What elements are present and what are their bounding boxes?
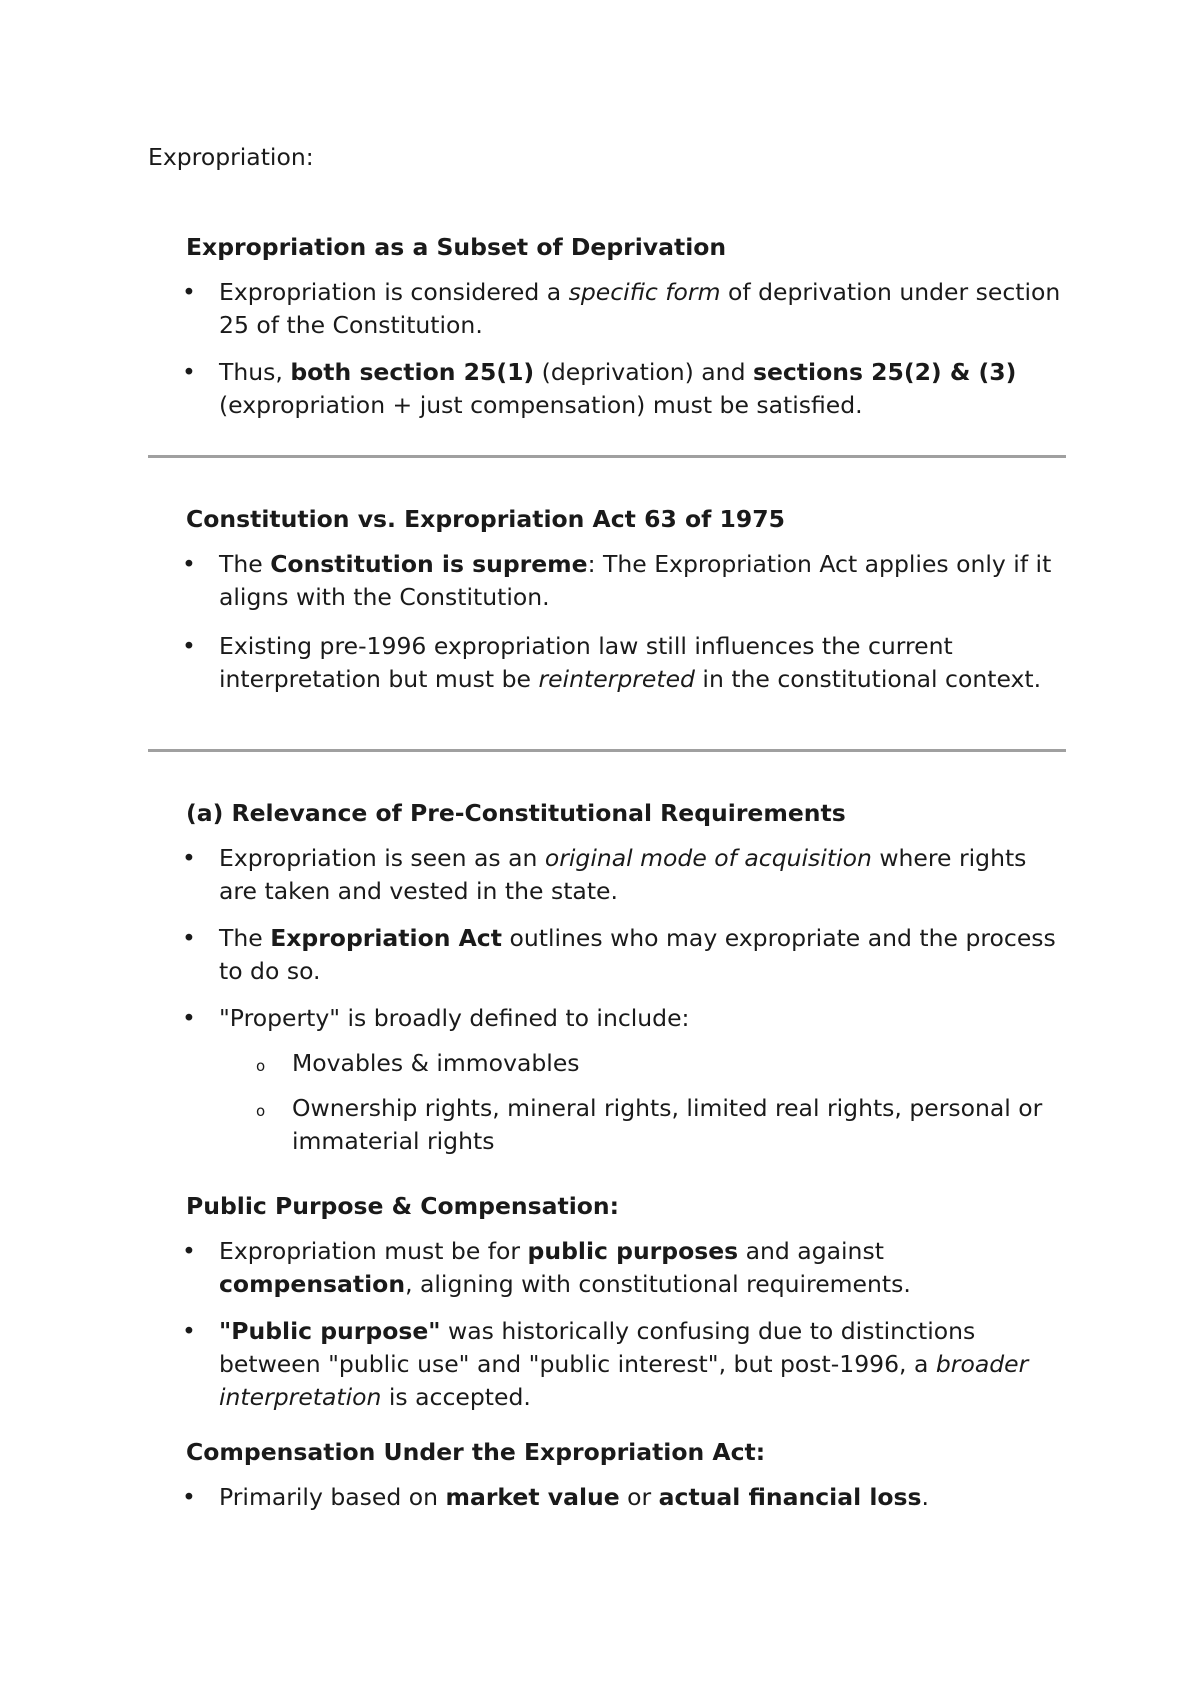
bullet-list [148,1481,1068,1514]
text-run: Thus, [219,358,291,386]
bullet-item [219,356,1068,422]
section-compensation-under-act [148,1436,1068,1528]
sub-bullet-list [148,1047,1068,1158]
sub-bullet-item: o Movables & immovables [292,1047,1068,1080]
bullet-list [148,1235,1068,1414]
text-run: outlines who may expropriate and the process to do so. [219,924,1056,985]
bullet-item [219,630,1068,696]
italic-text: specific form [568,278,721,306]
bold-text: compensation [219,1270,406,1298]
text-run: "Property" is broadly defined to include: [219,1004,690,1032]
text-run: Primarily based on [219,1483,446,1511]
text-run: Expropriation is considered a [219,278,569,306]
bold-text: "Public purpose" [219,1317,441,1345]
section-pre-constitutional-requirements [148,797,1068,1172]
section-constitution-vs-act [148,503,1068,712]
text-run: The [219,924,271,952]
italic-text: original mode of acquisition [544,844,872,872]
section-title: Public Purpose & Compensation: [186,1192,620,1220]
bold-text: sections 25(2) & (3) [752,358,1017,386]
section-title: Expropriation as a Subset of Deprivation [186,233,727,261]
text-run: . [921,1483,929,1511]
section-subset-of-deprivation [148,231,1068,436]
italic-text: broader interpretation [219,1350,1029,1411]
bullet-item [219,1002,1068,1158]
text-run: where rights are taken and vested in the state. [219,844,1027,905]
bullet-item [219,1235,1068,1301]
section-title: Compensation Under the Expropriation Act: [186,1438,766,1466]
text-run: Existing pre-1996 expropriation law still influences the current interpretation but must be [219,632,953,693]
text-run: was historically confusing due to distinctions between "public use" and "public interest", but post-1996, a [219,1317,976,1378]
text-run: is accepted. [381,1383,531,1411]
bold-text: public purposes [527,1237,739,1265]
text-run: Expropriation is seen as an [219,844,545,872]
bullet-item [219,922,1068,988]
bold-text: Constitution is supreme [270,550,588,578]
bold-text: Expropriation Act [270,924,502,952]
text-run: (expropriation + just compensation) must be satisfied. [219,391,863,419]
text-run: The [219,550,271,578]
text-run: (deprivation) and [534,358,753,386]
bullet-list [148,842,1068,1158]
italic-text: reinterpreted [538,665,695,693]
text-run: of deprivation under section 25 of the Constitution. [219,278,1061,339]
bullet-item [219,842,1068,908]
section-divider [148,455,1066,458]
section-public-purpose-compensation [148,1190,1068,1428]
bullet-list [148,548,1068,696]
bullet-item [219,1481,1068,1514]
text-run: Expropriation must be for [219,1237,528,1265]
bold-text: actual financial loss [658,1483,922,1511]
document-heading: Expropriation: [148,143,314,171]
sub-bullet-item: o Ownership rights, mineral rights, limited real rights, personal or immaterial rights [292,1092,1068,1158]
text-run: and against [738,1237,884,1265]
bullet-item [219,276,1068,342]
bullet-item [219,1315,1068,1414]
text-run: , aligning with constitutional requirements. [405,1270,911,1298]
text-run: or [619,1483,659,1511]
bullet-list [148,276,1068,422]
text-run: : The Expropriation Act applies only if it aligns with the Constitution. [219,550,1052,611]
bold-text: both section 25(1) [290,358,535,386]
section-title: Constitution vs. Expropriation Act 63 of 1975 [186,505,785,533]
text-run: in the constitutional context. [694,665,1042,693]
section-divider [148,749,1066,752]
bold-text: market value [445,1483,620,1511]
section-title: (a) Relevance of Pre-Constitutional Requirements [186,799,846,827]
bullet-item [219,548,1068,614]
